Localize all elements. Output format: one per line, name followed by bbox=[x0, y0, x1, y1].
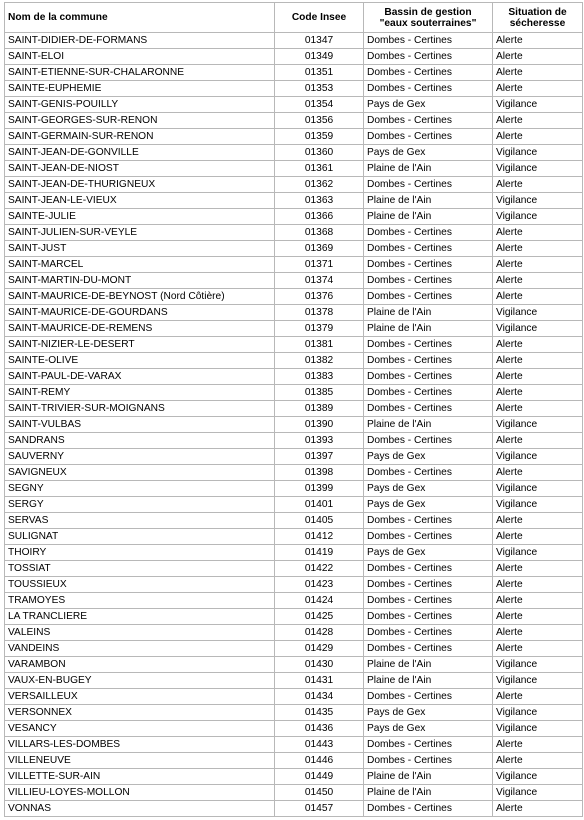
cell-code-insee: 01353 bbox=[275, 81, 364, 97]
table-row bbox=[5, 737, 583, 753]
cell-commune: SAUVERNY bbox=[5, 449, 275, 465]
cell-commune: SAINT-REMY bbox=[5, 385, 275, 401]
cell-bassin: Dombes - Certines bbox=[364, 129, 493, 145]
cell-bassin: Dombes - Certines bbox=[364, 49, 493, 65]
cell-bassin: Dombes - Certines bbox=[364, 369, 493, 385]
cell-commune: SEGNY bbox=[5, 481, 275, 497]
cell-situation: Vigilance bbox=[493, 545, 583, 561]
cell-code-insee: 01431 bbox=[275, 673, 364, 689]
cell-situation: Vigilance bbox=[493, 785, 583, 801]
table-row bbox=[5, 561, 583, 577]
header-bassin bbox=[364, 3, 493, 33]
table-row bbox=[5, 449, 583, 465]
cell-commune: SANDRANS bbox=[5, 433, 275, 449]
cell-bassin: Plaine de l'Ain bbox=[364, 321, 493, 337]
cell-code-insee: 01376 bbox=[275, 289, 364, 305]
cell-code-insee: 01349 bbox=[275, 49, 364, 65]
table-row bbox=[5, 129, 583, 145]
cell-code-insee: 01424 bbox=[275, 593, 364, 609]
cell-commune: SAINTE-JULIE bbox=[5, 209, 275, 225]
cell-code-insee: 01363 bbox=[275, 193, 364, 209]
cell-situation: Alerte bbox=[493, 353, 583, 369]
cell-commune: THOIRY bbox=[5, 545, 275, 561]
cell-bassin: Dombes - Certines bbox=[364, 273, 493, 289]
cell-commune: VALEINS bbox=[5, 625, 275, 641]
cell-code-insee: 01374 bbox=[275, 273, 364, 289]
cell-bassin: Dombes - Certines bbox=[364, 113, 493, 129]
cell-bassin: Plaine de l'Ain bbox=[364, 193, 493, 209]
cell-situation: Alerte bbox=[493, 33, 583, 49]
cell-bassin: Pays de Gex bbox=[364, 97, 493, 113]
cell-commune: VANDEINS bbox=[5, 641, 275, 657]
cell-commune: SAVIGNEUX bbox=[5, 465, 275, 481]
cell-code-insee: 01428 bbox=[275, 625, 364, 641]
table-row bbox=[5, 593, 583, 609]
cell-situation: Alerte bbox=[493, 113, 583, 129]
cell-bassin: Dombes - Certines bbox=[364, 241, 493, 257]
cell-code-insee: 01366 bbox=[275, 209, 364, 225]
cell-code-insee: 01383 bbox=[275, 369, 364, 385]
table-row bbox=[5, 417, 583, 433]
table-row bbox=[5, 753, 583, 769]
cell-code-insee: 01423 bbox=[275, 577, 364, 593]
cell-bassin: Plaine de l'Ain bbox=[364, 209, 493, 225]
table-row bbox=[5, 641, 583, 657]
table-row bbox=[5, 369, 583, 385]
cell-situation: Vigilance bbox=[493, 97, 583, 113]
cell-situation: Alerte bbox=[493, 129, 583, 145]
cell-commune: SAINT-PAUL-DE-VARAX bbox=[5, 369, 275, 385]
cell-commune: VONNAS bbox=[5, 801, 275, 817]
table-row bbox=[5, 673, 583, 689]
cell-code-insee: 01457 bbox=[275, 801, 364, 817]
table-row bbox=[5, 721, 583, 737]
cell-commune: VILLENEUVE bbox=[5, 753, 275, 769]
cell-situation: Alerte bbox=[493, 257, 583, 273]
table-row bbox=[5, 529, 583, 545]
cell-situation: Alerte bbox=[493, 225, 583, 241]
table-row bbox=[5, 97, 583, 113]
cell-bassin: Dombes - Certines bbox=[364, 65, 493, 81]
cell-code-insee: 01412 bbox=[275, 529, 364, 545]
cell-situation: Alerte bbox=[493, 49, 583, 65]
cell-code-insee: 01351 bbox=[275, 65, 364, 81]
cell-situation: Alerte bbox=[493, 177, 583, 193]
cell-commune: VARAMBON bbox=[5, 657, 275, 673]
cell-code-insee: 01436 bbox=[275, 721, 364, 737]
cell-situation: Vigilance bbox=[493, 417, 583, 433]
table-row bbox=[5, 385, 583, 401]
cell-commune: SAINT-MARCEL bbox=[5, 257, 275, 273]
cell-code-insee: 01371 bbox=[275, 257, 364, 273]
cell-situation: Alerte bbox=[493, 401, 583, 417]
cell-code-insee: 01390 bbox=[275, 417, 364, 433]
cell-bassin: Dombes - Certines bbox=[364, 641, 493, 657]
cell-bassin: Plaine de l'Ain bbox=[364, 673, 493, 689]
cell-code-insee: 01435 bbox=[275, 705, 364, 721]
cell-situation: Alerte bbox=[493, 801, 583, 817]
table-row bbox=[5, 545, 583, 561]
cell-code-insee: 01434 bbox=[275, 689, 364, 705]
table-row bbox=[5, 321, 583, 337]
table-row bbox=[5, 497, 583, 513]
cell-code-insee: 01398 bbox=[275, 465, 364, 481]
cell-bassin: Plaine de l'Ain bbox=[364, 417, 493, 433]
cell-code-insee: 01399 bbox=[275, 481, 364, 497]
header-bassin-line2: "eaux souterraines" bbox=[379, 17, 477, 29]
cell-situation: Vigilance bbox=[493, 161, 583, 177]
cell-situation: Vigilance bbox=[493, 497, 583, 513]
cell-situation: Alerte bbox=[493, 513, 583, 529]
cell-code-insee: 01382 bbox=[275, 353, 364, 369]
cell-situation: Alerte bbox=[493, 561, 583, 577]
cell-situation: Alerte bbox=[493, 625, 583, 641]
cell-bassin: Plaine de l'Ain bbox=[364, 161, 493, 177]
cell-bassin: Pays de Gex bbox=[364, 721, 493, 737]
cell-commune: VILLARS-LES-DOMBES bbox=[5, 737, 275, 753]
table-row bbox=[5, 577, 583, 593]
cell-code-insee: 01443 bbox=[275, 737, 364, 753]
cell-bassin: Dombes - Certines bbox=[364, 81, 493, 97]
cell-bassin: Plaine de l'Ain bbox=[364, 657, 493, 673]
table-row bbox=[5, 401, 583, 417]
cell-bassin: Pays de Gex bbox=[364, 545, 493, 561]
secheresse-table bbox=[4, 2, 583, 817]
cell-bassin: Dombes - Certines bbox=[364, 529, 493, 545]
cell-commune: SERVAS bbox=[5, 513, 275, 529]
cell-bassin: Dombes - Certines bbox=[364, 465, 493, 481]
cell-bassin: Dombes - Certines bbox=[364, 609, 493, 625]
cell-code-insee: 01379 bbox=[275, 321, 364, 337]
table-row bbox=[5, 305, 583, 321]
cell-bassin: Dombes - Certines bbox=[364, 385, 493, 401]
header-bassin-line1: Bassin de gestion bbox=[384, 6, 472, 18]
cell-situation: Alerte bbox=[493, 465, 583, 481]
cell-commune: SERGY bbox=[5, 497, 275, 513]
cell-situation: Vigilance bbox=[493, 705, 583, 721]
cell-situation: Alerte bbox=[493, 737, 583, 753]
cell-situation: Vigilance bbox=[493, 481, 583, 497]
cell-situation: Alerte bbox=[493, 289, 583, 305]
cell-code-insee: 01354 bbox=[275, 97, 364, 113]
cell-situation: Alerte bbox=[493, 273, 583, 289]
table-row bbox=[5, 225, 583, 241]
cell-commune: SAINT-MAURICE-DE-GOURDANS bbox=[5, 305, 275, 321]
cell-situation: Alerte bbox=[493, 753, 583, 769]
cell-code-insee: 01446 bbox=[275, 753, 364, 769]
cell-bassin: Dombes - Certines bbox=[364, 593, 493, 609]
cell-code-insee: 01425 bbox=[275, 609, 364, 625]
cell-bassin: Dombes - Certines bbox=[364, 513, 493, 529]
cell-code-insee: 01405 bbox=[275, 513, 364, 529]
cell-situation: Vigilance bbox=[493, 321, 583, 337]
cell-situation: Alerte bbox=[493, 81, 583, 97]
table-row bbox=[5, 785, 583, 801]
cell-bassin: Pays de Gex bbox=[364, 145, 493, 161]
table-row bbox=[5, 65, 583, 81]
cell-situation: Vigilance bbox=[493, 209, 583, 225]
cell-bassin: Dombes - Certines bbox=[364, 177, 493, 193]
cell-situation: Alerte bbox=[493, 689, 583, 705]
table-row bbox=[5, 145, 583, 161]
header-situation-line1: Situation de bbox=[508, 6, 567, 18]
cell-commune: VILLIEU-LOYES-MOLLON bbox=[5, 785, 275, 801]
cell-situation: Alerte bbox=[493, 577, 583, 593]
cell-commune: TOUSSIEUX bbox=[5, 577, 275, 593]
cell-commune: LA TRANCLIERE bbox=[5, 609, 275, 625]
table-row bbox=[5, 465, 583, 481]
cell-bassin: Pays de Gex bbox=[364, 705, 493, 721]
table-body bbox=[5, 33, 583, 817]
cell-commune: SAINT-GERMAIN-SUR-RENON bbox=[5, 129, 275, 145]
table-row bbox=[5, 433, 583, 449]
cell-situation: Alerte bbox=[493, 529, 583, 545]
table-row bbox=[5, 161, 583, 177]
cell-bassin: Plaine de l'Ain bbox=[364, 785, 493, 801]
cell-commune: VAUX-EN-BUGEY bbox=[5, 673, 275, 689]
cell-situation: Alerte bbox=[493, 433, 583, 449]
cell-bassin: Dombes - Certines bbox=[364, 737, 493, 753]
table-row bbox=[5, 209, 583, 225]
table-row bbox=[5, 113, 583, 129]
secheresse-table-container bbox=[4, 2, 583, 817]
cell-commune: SAINT-DIDIER-DE-FORMANS bbox=[5, 33, 275, 49]
header-situation-line2: sécheresse bbox=[509, 17, 566, 29]
cell-code-insee: 01359 bbox=[275, 129, 364, 145]
cell-commune: SAINT-ETIENNE-SUR-CHALARONNE bbox=[5, 65, 275, 81]
cell-bassin: Dombes - Certines bbox=[364, 401, 493, 417]
table-row bbox=[5, 337, 583, 353]
table-row bbox=[5, 353, 583, 369]
table-row bbox=[5, 81, 583, 97]
cell-situation: Vigilance bbox=[493, 673, 583, 689]
cell-commune: VERSONNEX bbox=[5, 705, 275, 721]
cell-code-insee: 01378 bbox=[275, 305, 364, 321]
cell-bassin: Dombes - Certines bbox=[364, 577, 493, 593]
cell-bassin: Dombes - Certines bbox=[364, 225, 493, 241]
table-row bbox=[5, 241, 583, 257]
cell-commune: SAINTE-EUPHEMIE bbox=[5, 81, 275, 97]
cell-commune: SAINT-JEAN-DE-THURIGNEUX bbox=[5, 177, 275, 193]
cell-code-insee: 01393 bbox=[275, 433, 364, 449]
cell-code-insee: 01389 bbox=[275, 401, 364, 417]
cell-commune: SAINT-NIZIER-LE-DESERT bbox=[5, 337, 275, 353]
cell-bassin: Plaine de l'Ain bbox=[364, 305, 493, 321]
cell-situation: Alerte bbox=[493, 65, 583, 81]
cell-situation: Vigilance bbox=[493, 145, 583, 161]
cell-situation: Vigilance bbox=[493, 449, 583, 465]
table-row bbox=[5, 481, 583, 497]
table-row bbox=[5, 609, 583, 625]
table-row bbox=[5, 49, 583, 65]
header-row bbox=[5, 3, 583, 33]
cell-commune: SAINT-JEAN-DE-NIOST bbox=[5, 161, 275, 177]
cell-code-insee: 01381 bbox=[275, 337, 364, 353]
cell-situation: Alerte bbox=[493, 593, 583, 609]
table-row bbox=[5, 273, 583, 289]
cell-bassin: Dombes - Certines bbox=[364, 561, 493, 577]
cell-code-insee: 01369 bbox=[275, 241, 364, 257]
cell-bassin: Plaine de l'Ain bbox=[364, 769, 493, 785]
cell-bassin: Dombes - Certines bbox=[364, 433, 493, 449]
cell-commune: SAINT-MAURICE-DE-BEYNOST (Nord Côtière) bbox=[5, 289, 275, 305]
table-row bbox=[5, 193, 583, 209]
cell-code-insee: 01356 bbox=[275, 113, 364, 129]
cell-situation: Vigilance bbox=[493, 769, 583, 785]
cell-commune: TOSSIAT bbox=[5, 561, 275, 577]
table-row bbox=[5, 33, 583, 49]
cell-code-insee: 01385 bbox=[275, 385, 364, 401]
cell-bassin: Pays de Gex bbox=[364, 481, 493, 497]
table-row bbox=[5, 513, 583, 529]
header-situation bbox=[493, 3, 583, 33]
cell-commune: SAINT-JEAN-DE-GONVILLE bbox=[5, 145, 275, 161]
cell-code-insee: 01360 bbox=[275, 145, 364, 161]
cell-commune: VILLETTE-SUR-AIN bbox=[5, 769, 275, 785]
table-row bbox=[5, 289, 583, 305]
cell-bassin: Dombes - Certines bbox=[364, 801, 493, 817]
table-row bbox=[5, 625, 583, 641]
cell-code-insee: 01361 bbox=[275, 161, 364, 177]
cell-commune: SAINT-TRIVIER-SUR-MOIGNANS bbox=[5, 401, 275, 417]
cell-code-insee: 01401 bbox=[275, 497, 364, 513]
cell-commune: SAINT-VULBAS bbox=[5, 417, 275, 433]
cell-code-insee: 01347 bbox=[275, 33, 364, 49]
cell-commune: VERSAILLEUX bbox=[5, 689, 275, 705]
cell-code-insee: 01397 bbox=[275, 449, 364, 465]
cell-commune: SAINT-JEAN-LE-VIEUX bbox=[5, 193, 275, 209]
header-code-insee: Code Insee bbox=[275, 3, 364, 33]
table-row bbox=[5, 801, 583, 817]
cell-commune: TRAMOYES bbox=[5, 593, 275, 609]
cell-commune: SAINT-GEORGES-SUR-RENON bbox=[5, 113, 275, 129]
header-commune: Nom de la commune bbox=[5, 3, 275, 33]
cell-code-insee: 01419 bbox=[275, 545, 364, 561]
cell-situation: Alerte bbox=[493, 609, 583, 625]
cell-situation: Vigilance bbox=[493, 305, 583, 321]
cell-situation: Vigilance bbox=[493, 721, 583, 737]
table-row bbox=[5, 689, 583, 705]
table-header bbox=[5, 3, 583, 33]
cell-bassin: Dombes - Certines bbox=[364, 337, 493, 353]
cell-situation: Alerte bbox=[493, 641, 583, 657]
cell-commune: SULIGNAT bbox=[5, 529, 275, 545]
cell-bassin: Dombes - Certines bbox=[364, 33, 493, 49]
cell-code-insee: 01429 bbox=[275, 641, 364, 657]
table-row bbox=[5, 177, 583, 193]
cell-commune: SAINT-ELOI bbox=[5, 49, 275, 65]
table-row bbox=[5, 657, 583, 673]
cell-bassin: Dombes - Certines bbox=[364, 625, 493, 641]
table-row bbox=[5, 769, 583, 785]
cell-code-insee: 01430 bbox=[275, 657, 364, 673]
cell-situation: Alerte bbox=[493, 241, 583, 257]
cell-commune: SAINT-JULIEN-SUR-VEYLE bbox=[5, 225, 275, 241]
cell-code-insee: 01449 bbox=[275, 769, 364, 785]
cell-bassin: Dombes - Certines bbox=[364, 257, 493, 273]
cell-code-insee: 01422 bbox=[275, 561, 364, 577]
cell-commune: SAINTE-OLIVE bbox=[5, 353, 275, 369]
cell-situation: Alerte bbox=[493, 385, 583, 401]
cell-bassin: Pays de Gex bbox=[364, 497, 493, 513]
cell-code-insee: 01362 bbox=[275, 177, 364, 193]
table-row bbox=[5, 705, 583, 721]
cell-commune: SAINT-MARTIN-DU-MONT bbox=[5, 273, 275, 289]
table-row bbox=[5, 257, 583, 273]
cell-bassin: Dombes - Certines bbox=[364, 689, 493, 705]
cell-code-insee: 01450 bbox=[275, 785, 364, 801]
cell-bassin: Dombes - Certines bbox=[364, 289, 493, 305]
cell-commune: SAINT-GENIS-POUILLY bbox=[5, 97, 275, 113]
cell-code-insee: 01368 bbox=[275, 225, 364, 241]
cell-situation: Vigilance bbox=[493, 657, 583, 673]
cell-bassin: Dombes - Certines bbox=[364, 353, 493, 369]
cell-situation: Alerte bbox=[493, 337, 583, 353]
cell-commune: SAINT-JUST bbox=[5, 241, 275, 257]
cell-commune: SAINT-MAURICE-DE-REMENS bbox=[5, 321, 275, 337]
cell-bassin: Dombes - Certines bbox=[364, 753, 493, 769]
cell-commune: VESANCY bbox=[5, 721, 275, 737]
cell-situation: Alerte bbox=[493, 369, 583, 385]
cell-bassin: Pays de Gex bbox=[364, 449, 493, 465]
cell-situation: Vigilance bbox=[493, 193, 583, 209]
